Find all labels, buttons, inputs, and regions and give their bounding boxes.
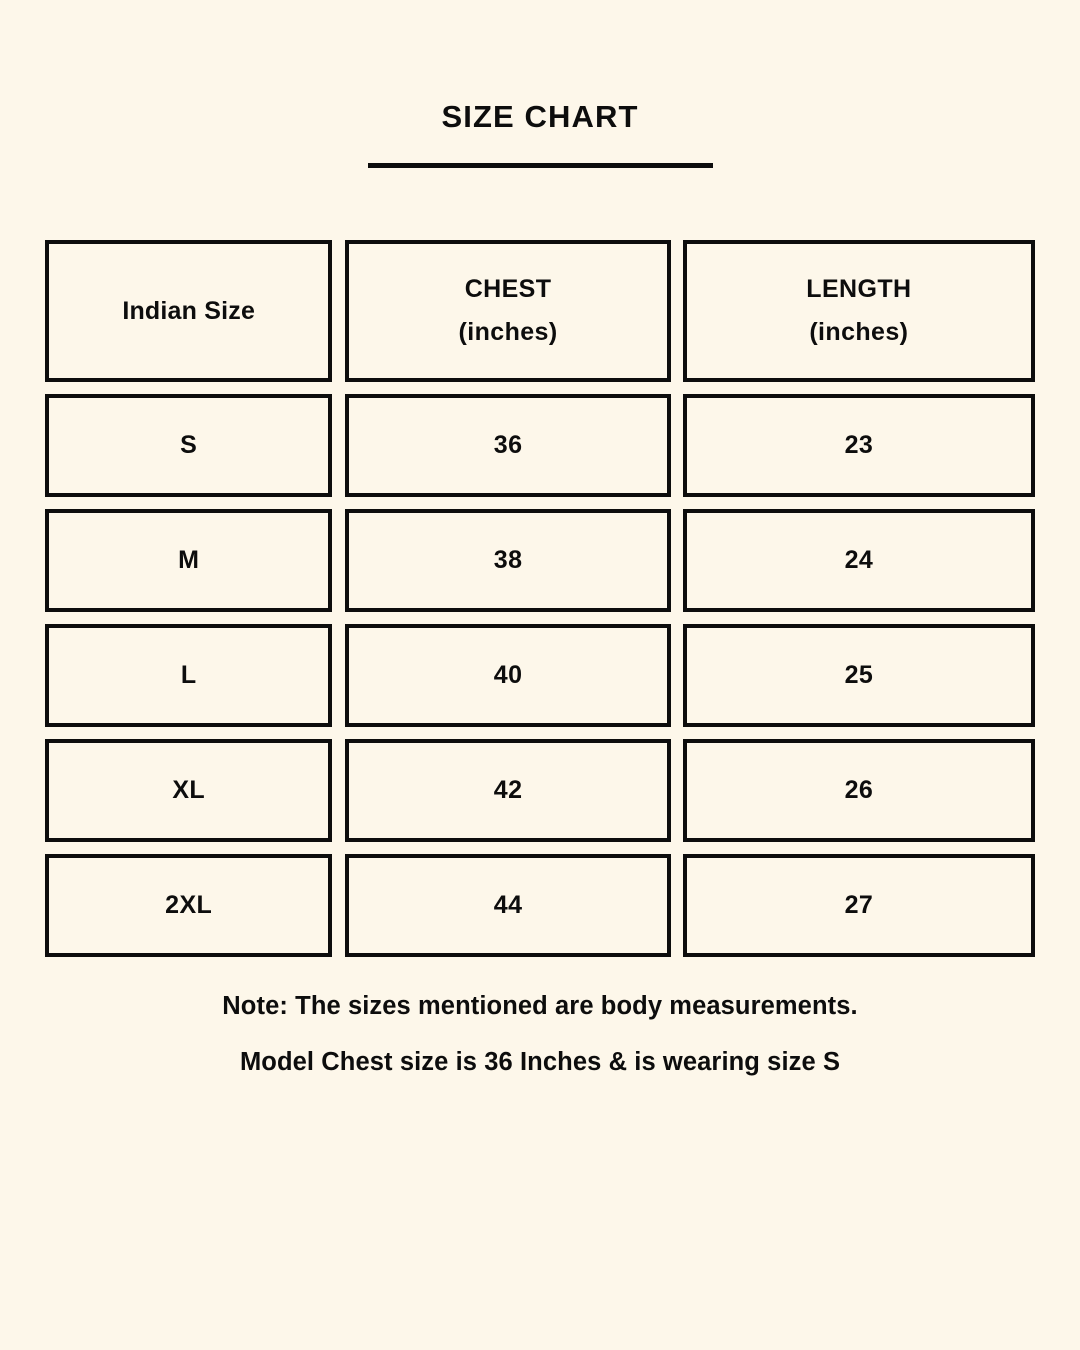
cell-length: 25 (683, 624, 1035, 727)
table-header-row (45, 240, 1035, 382)
page-title: SIZE CHART (441, 99, 639, 134)
cell-chest: 42 (345, 739, 670, 842)
column-header-length-unit: (inches) (809, 318, 909, 346)
title-block (0, 100, 1080, 168)
cell-chest: 40 (345, 624, 670, 727)
cell-length: 24 (683, 509, 1035, 612)
column-header-length-label: LENGTH (806, 275, 912, 303)
cell-length: 23 (683, 394, 1035, 497)
cell-chest: 38 (345, 509, 670, 612)
cell-chest: 36 (345, 394, 670, 497)
table-row (45, 394, 1035, 497)
size-chart-table (45, 240, 1035, 957)
column-header-length (683, 240, 1035, 382)
table-row (45, 509, 1035, 612)
cell-size: M (45, 509, 332, 612)
column-header-chest (345, 240, 670, 382)
table-row (45, 624, 1035, 727)
notes-block (0, 993, 1080, 1076)
table-row (45, 854, 1035, 957)
note-line-model-size: Model Chest size is 36 Inches & is wearing size S (239, 1047, 841, 1076)
title-underline-divider (368, 163, 713, 168)
column-header-chest-unit: (inches) (458, 318, 558, 346)
cell-size: L (45, 624, 332, 727)
cell-length: 26 (683, 739, 1035, 842)
cell-size: 2XL (45, 854, 332, 957)
column-header-indian-size (45, 240, 332, 382)
column-header-chest-label: CHEST (464, 275, 552, 303)
column-header-indian-size-label: Indian Size (122, 296, 256, 325)
cell-size: XL (45, 739, 332, 842)
cell-chest: 44 (345, 854, 670, 957)
table-row (45, 739, 1035, 842)
note-line-measurements: Note: The sizes mentioned are body measurements. (222, 992, 858, 1020)
cell-size: S (45, 394, 332, 497)
cell-length: 27 (683, 854, 1035, 957)
